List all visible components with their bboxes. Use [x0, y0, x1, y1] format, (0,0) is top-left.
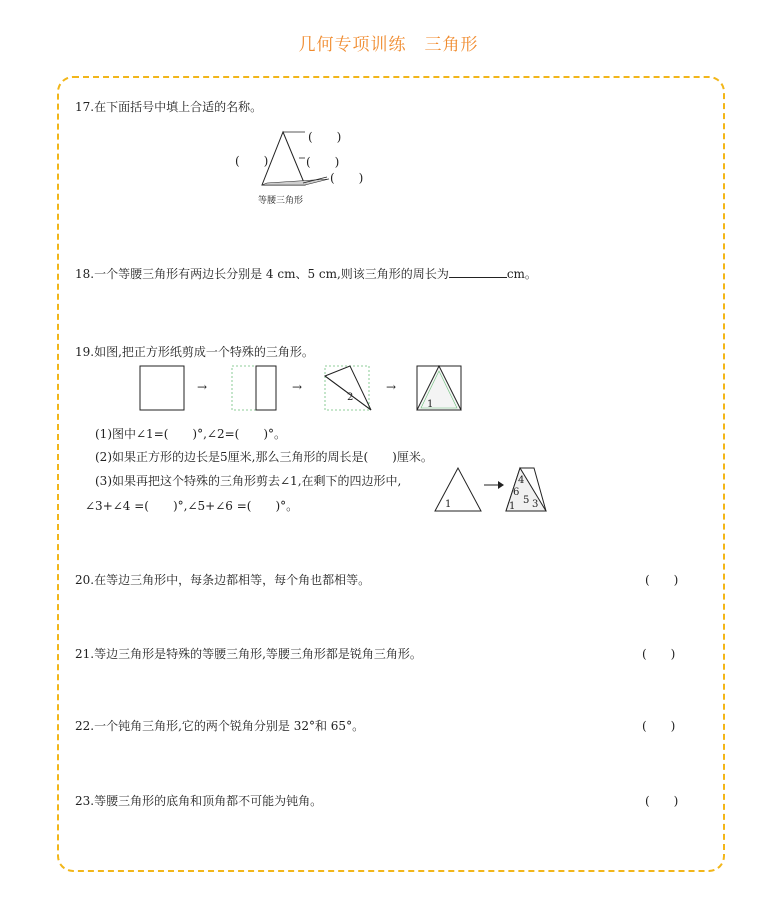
- q18-text: 18.一个等腰三角形有两边长分别是 4 cm、5 cm,则该三角形的周长为: [75, 267, 449, 281]
- question-19-part-4: ∠3+∠4 =( )°,∠5+∠6 =( )°。: [85, 499, 299, 513]
- angle-4-label: 4: [518, 475, 525, 486]
- question-23: 23.等腰三角形的底角和顶角都不可能为钝角。: [75, 794, 323, 808]
- question-17: 17.在下面括号中填上合适的名称。: [75, 100, 263, 114]
- folded-paper-left: [232, 366, 256, 410]
- angle-1-small: 1: [509, 501, 516, 512]
- q18-answer-blank[interactable]: [449, 267, 507, 278]
- angle-6-label: 6: [513, 487, 520, 498]
- arrow-3: →: [386, 380, 397, 394]
- question-19: 19.如图,把正方形纸剪成一个特殊的三角形。: [75, 345, 314, 359]
- figure-caption: 等腰三角形: [258, 196, 304, 206]
- question-19-part-3: (3)如果再把这个特殊的三角形剪去∠1,在剩下的四边形中,: [95, 474, 402, 488]
- folded-triangle: [325, 366, 371, 410]
- cut-triangle-figure: [432, 465, 552, 515]
- q22-answer[interactable]: ( ): [642, 719, 676, 733]
- arrow-1: →: [197, 380, 208, 394]
- question-19-part-2: (2)如果正方形的边长是5厘米,那么三角形的周长是( )厘米。: [95, 450, 433, 464]
- angle-1-label: 1: [427, 399, 434, 410]
- arrow-head: [498, 481, 504, 489]
- q17-answer-base[interactable]: ( ): [330, 171, 364, 185]
- question-20: 20.在等边三角形中，每条边都相等，每个角也都相等。: [75, 573, 371, 587]
- question-21: 21.等边三角形是特殊的等腰三角形,等腰三角形都是锐角三角形。: [75, 647, 422, 661]
- final-triangle: [417, 366, 461, 410]
- q17-answer-apex[interactable]: ( ): [308, 130, 342, 144]
- square-paper: [140, 366, 184, 410]
- question-18: [75, 265, 537, 282]
- q23-answer[interactable]: ( ): [645, 794, 679, 808]
- paper-folding-figure: [135, 363, 475, 415]
- q18-unit: cm。: [506, 267, 537, 281]
- q21-answer[interactable]: ( ): [642, 647, 676, 661]
- q20-answer[interactable]: ( ): [645, 573, 679, 587]
- q17-answer-left[interactable]: ( ): [235, 154, 269, 168]
- page-title: 几何专项训练 三角形: [298, 35, 479, 55]
- q17-answer-right[interactable]: ( ): [306, 155, 340, 169]
- triangle-shape: [262, 132, 305, 185]
- angle-3-label: 3: [532, 499, 539, 510]
- question-19-part-1: (1)图中∠1=( )°,∠2=( )°。: [95, 427, 287, 441]
- angle-5-label: 5: [523, 495, 530, 506]
- arrow-2: →: [292, 380, 303, 394]
- folded-paper-right: [256, 366, 276, 410]
- angle-2-label: 2: [347, 392, 354, 403]
- triangle-base-shadow: [262, 179, 329, 185]
- whole-triangle: [435, 468, 481, 511]
- question-22: 22.一个钝角三角形,它的两个锐角分别是 32°和 65°。: [75, 719, 365, 733]
- angle-1-mark: 1: [445, 499, 452, 510]
